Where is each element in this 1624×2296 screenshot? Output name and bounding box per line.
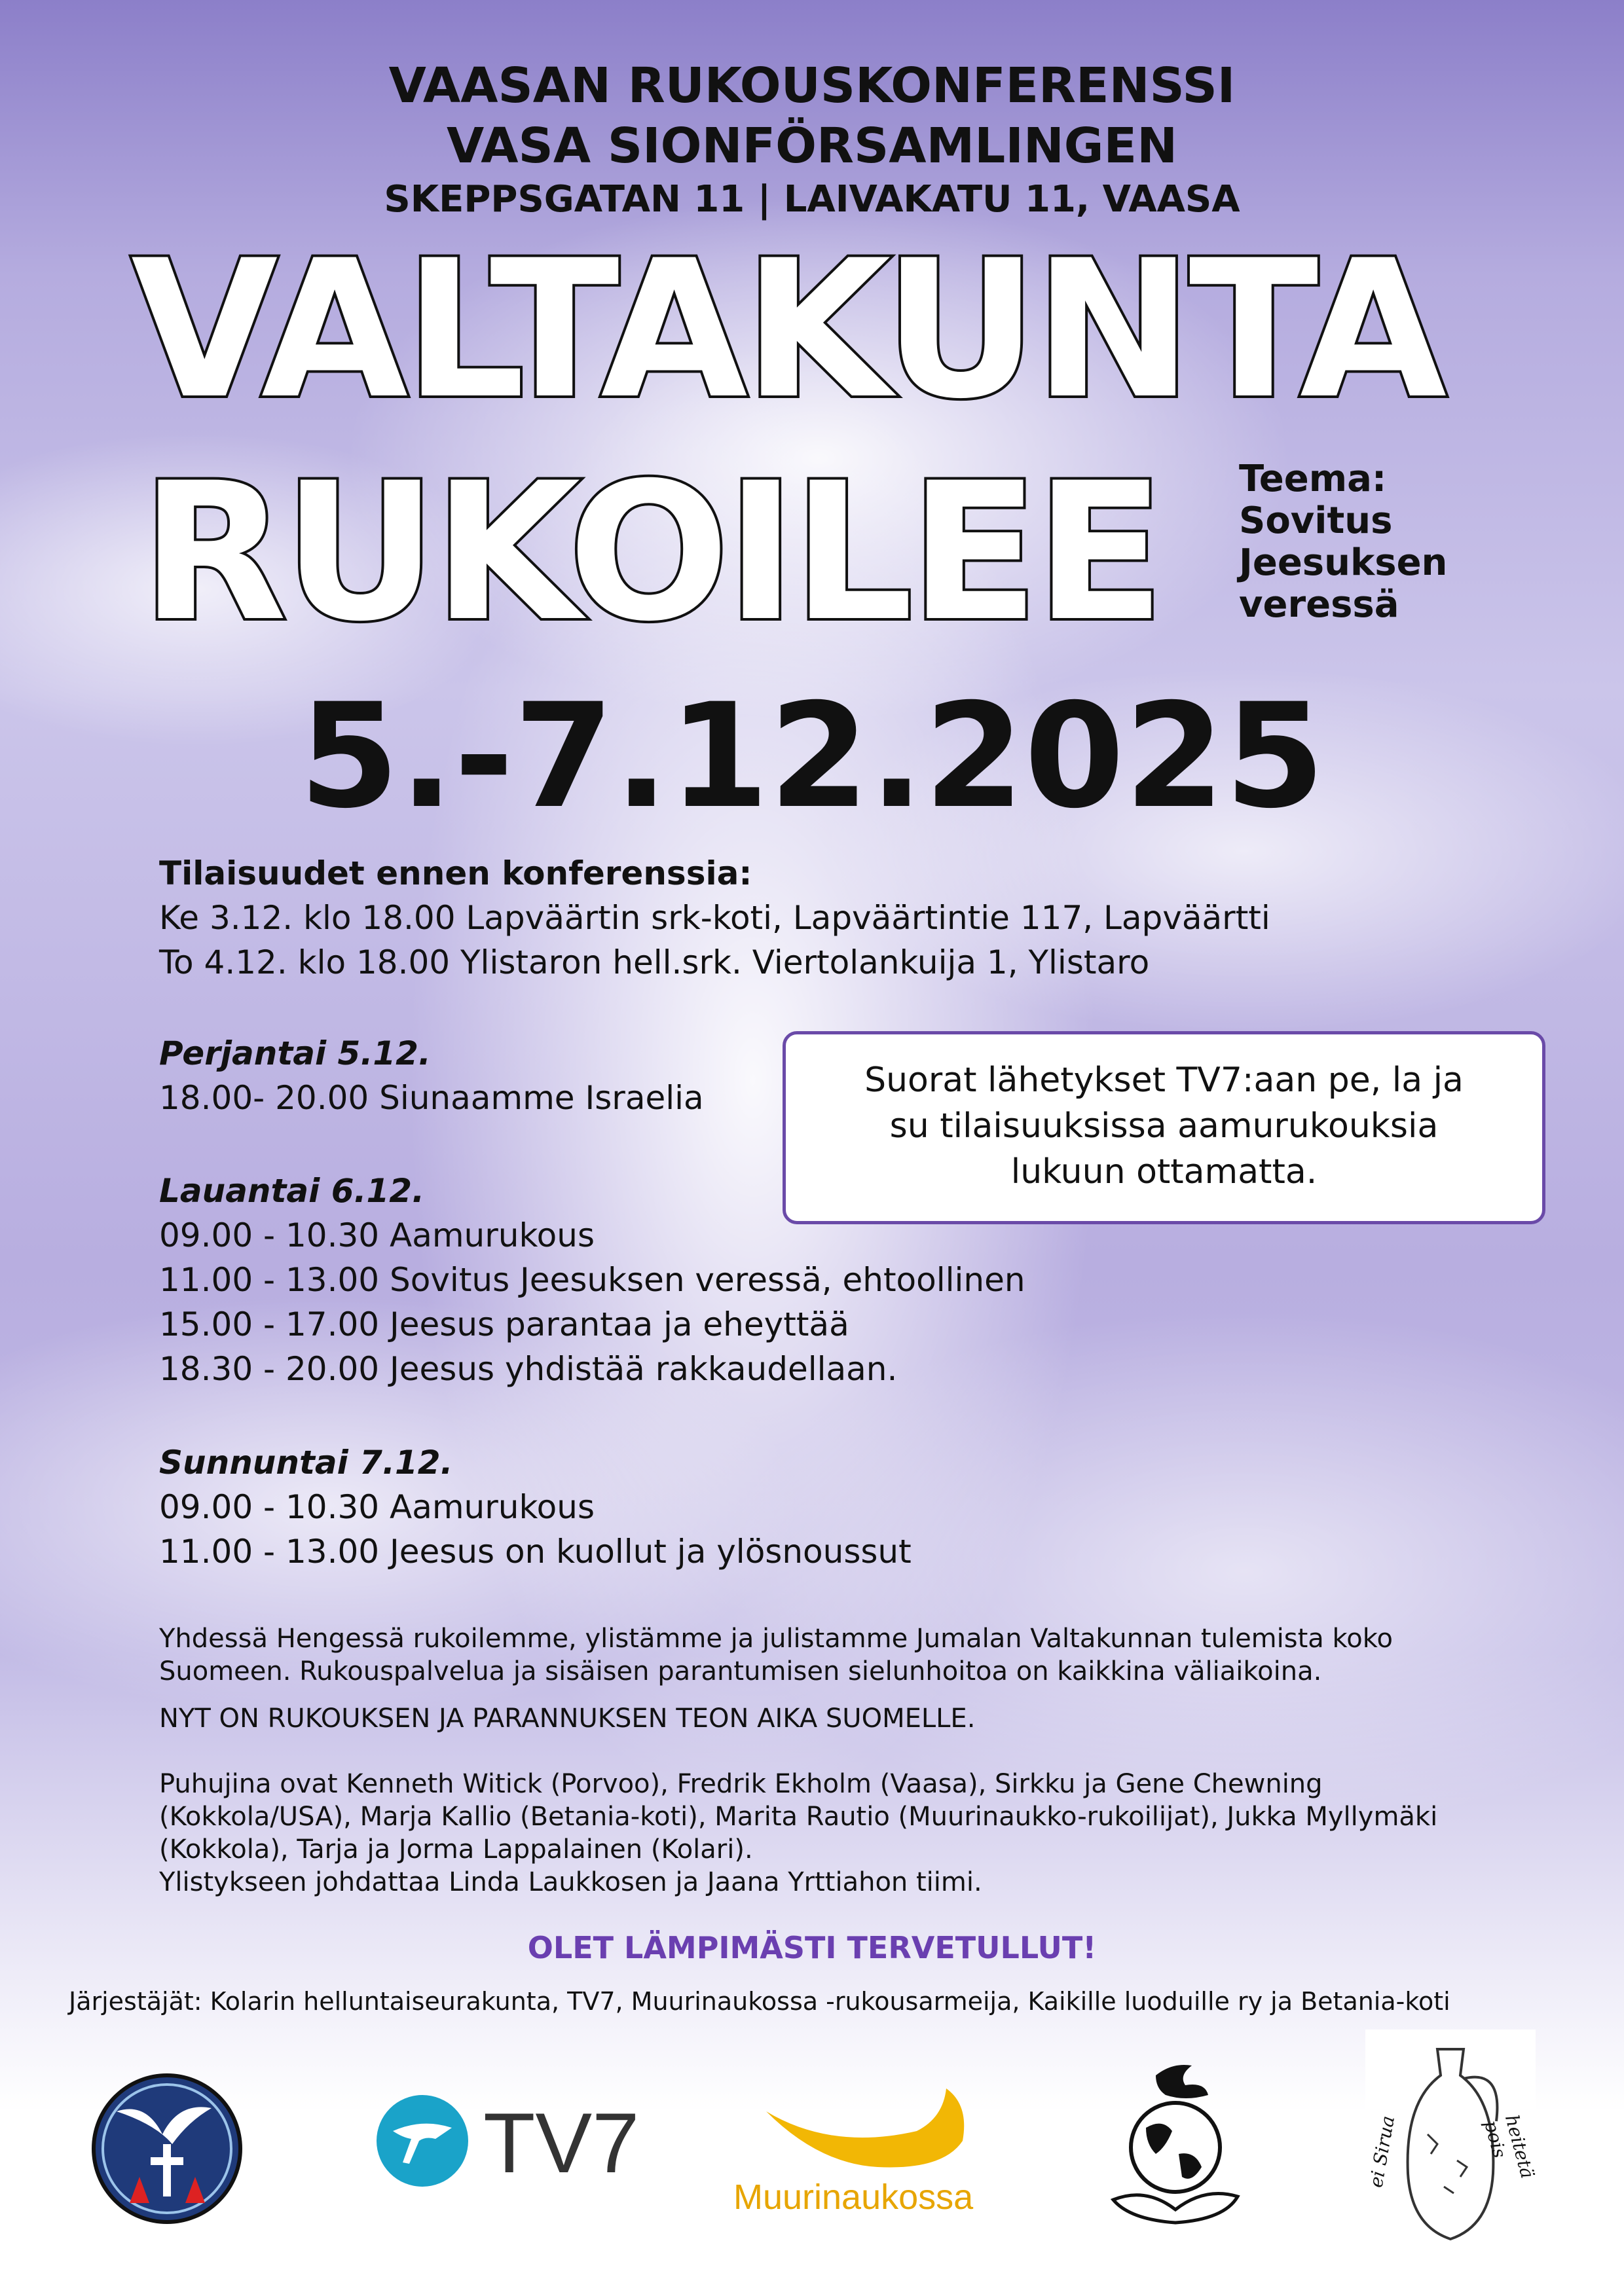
organizers: Järjestäjät: Kolarin helluntaiseurakunta, TV7, Muurinaukossa -rukousarmeija, Kaikille luoduille ry ja Betania-koti (69, 1987, 1450, 2016)
schedule-item: 18.00- 20.00 Siunaamme Israelia (159, 1079, 704, 1117)
header-line1: VAASAN RUKOUSKONFERENSSI (388, 58, 1236, 114)
intro-paragraph: Yhdessä Hengessä rukoilemme, ylistämme ja julistamme Jumalan Valtakunnan tulemista koko Suomeen. Rukouspalvelua ja sisäisen parantumisen sielunhoitoa on kaikkina väliaikoina. (159, 1624, 1393, 1686)
theme-block (1239, 458, 1447, 626)
pre-events (159, 851, 1270, 985)
pre-event-item: To 4.12. klo 18.00 Ylistaron hell.srk. Viertolankuija 1, Ylistaro (159, 943, 1150, 981)
kolari-logo-graphic (90, 2072, 244, 2226)
kolari-logo (90, 2072, 244, 2226)
jar-text-left: ei Sirua (1365, 2114, 1399, 2189)
broadcast-line: Suorat lähetykset TV7:aan pe, la ja (864, 1061, 1464, 1100)
broadcast-line: su tilaisuuksissa aamurukouksia (889, 1106, 1439, 1146)
tv7-wordmark: TV7 (483, 2095, 640, 2191)
theme-line: veressä (1239, 583, 1399, 626)
title-rukoilee: RUKOILEE (141, 443, 1161, 663)
sunday-schedule (159, 1440, 912, 1574)
header-line2: VASA SIONFÖRSAMLINGEN (447, 118, 1177, 174)
sunday-heading: Sunnuntai 7.12. (159, 1444, 453, 1482)
header-address: SKEPPSGATAN 11 | LAIVAKATU 11, VAASA (384, 178, 1240, 221)
kaikille-luoduille-logo (1094, 2056, 1257, 2232)
call-to-repentance: NYT ON RUKOUKSEN JA PARANNUKSEN TEON AIKA SUOMELLE. (159, 1704, 976, 1734)
friday-schedule (159, 1031, 704, 1120)
betania-koti-logo (1365, 2030, 1539, 2285)
saturday-schedule (159, 1169, 1025, 1391)
muurinaukossa-logo (727, 2079, 989, 2226)
schedule-item: 11.00 - 13.00 Sovitus Jeesuksen veressä, ehtoollinen (159, 1261, 1025, 1299)
worship-paragraph: Ylistykseen johdattaa Linda Laukkosen ja Jaana Yrttiahon tiimi. (159, 1867, 982, 1897)
speakers-paragraph: Puhujina ovat Kenneth Witick (Porvoo), Fredrik Ekholm (Vaasa), Sirkku ja Gene Chewning (Kokkola/USA), Marja Kallio (Betania-koti), Marita Rautio (Muurinaukko-rukoilijat), Jukka Myllymäki (Kokkola), Tarja ja Jorma Lappalainen (Kolari). (159, 1769, 1438, 1865)
muurinaukossa-wordmark: Muurinaukossa (733, 2178, 974, 2217)
schedule-item: 11.00 - 13.00 Jeesus on kuollut ja ylösnoussut (159, 1533, 912, 1571)
welcome-text: OLET LÄMPIMÄSTI TERVETULLUT! (527, 1930, 1097, 1965)
saturday-heading: Lauantai 6.12. (159, 1172, 425, 1210)
title-valtakunta: VALTAKUNTA (131, 220, 1443, 441)
event-date: 5.-7.12.2025 (299, 672, 1325, 840)
tv7-logo (373, 2092, 640, 2191)
schedule-item: 15.00 - 17.00 Jeesus parantaa ja eheyttää (159, 1305, 849, 1343)
friday-heading: Perjantai 5.12. (159, 1034, 431, 1072)
schedule-item: 18.30 - 20.00 Jeesus yhdistää rakkaudellaan. (159, 1350, 898, 1388)
jar-text-right: heitetä pois (1479, 2112, 1539, 2181)
pre-event-item: Ke 3.12. klo 18.00 Lapväärtin srk-koti, Lapväärtintie 117, Lapväärtti (159, 899, 1270, 937)
schedule-item: 09.00 - 10.30 Aamurukous (159, 1488, 595, 1526)
theme-line: Jeesuksen (1239, 541, 1448, 584)
schedule-item: 09.00 - 10.30 Aamurukous (159, 1216, 595, 1254)
pre-events-heading: Tilaisuudet ennen konferenssia: (159, 854, 752, 892)
shofar-icon (727, 2079, 989, 2177)
theme-label: Teema: (1239, 458, 1387, 500)
broadcast-line: lukuun ottamatta. (1010, 1152, 1318, 1192)
theme-line: Sovitus (1239, 500, 1393, 542)
dove-globe-icon (1094, 2056, 1257, 2232)
tv7-icon (373, 2092, 471, 2190)
